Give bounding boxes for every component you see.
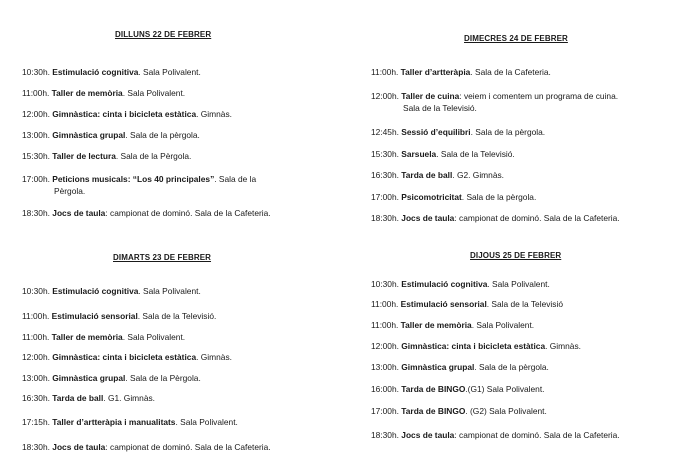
schedule-entry: 11:00h. Estimulació sensorial. Sala de la Televisió. [22, 311, 217, 321]
schedule-entry: 17:00h. Peticions musicals: “Los 40 principales”. Sala de la Pèrgola. [22, 174, 257, 196]
schedule-entry: 18:30h. Jocs de taula: campionat de dominó. Sala de la Cafeteria. [371, 430, 620, 440]
schedule-entry: 10:30h. Estimulació cognitiva. Sala Polivalent. [22, 67, 201, 77]
day-heading: DILLUNS 22 DE FEBRER [115, 30, 212, 39]
schedule-entry: 15:30h. Taller de lectura. Sala de la Pèrgola. [22, 151, 192, 161]
day-heading: DIMARTS 23 DE FEBRER [113, 253, 212, 262]
schedule-entry: 12:00h. Gimnàstica: cinta i bicicleta estàtica. Gimnàs. [22, 352, 232, 362]
schedule-entry: 17:00h. Psicomotricitat. Sala de la pèrgola. [371, 192, 537, 202]
schedule-entry: 13:00h. Gimnàstica grupal. Sala de la pèrgola. [22, 130, 200, 140]
schedule-entry: 16:30h. Tarda de ball. G1. Gimnàs. [22, 393, 155, 403]
schedule-entry: 13:00h. Gimnàstica grupal. Sala de la pèrgola. [371, 362, 549, 372]
schedule-entry: 15:30h. Sarsuela. Sala de la Televisió. [371, 149, 515, 159]
day-heading: DIMECRES 24 DE FEBRER [464, 34, 568, 43]
schedule-entry: 11:00h. Taller de memòria. Sala Polivalent. [22, 332, 186, 342]
schedule-entry: 16:30h. Tarda de ball. G2. Gimnàs. [371, 170, 504, 180]
schedule-entry: 10:30h. Estimulació cognitiva. Sala Polivalent. [371, 279, 550, 289]
schedule-entry: 16:00h. Tarda de BINGO.(G1) Sala Polivalent. [371, 384, 545, 394]
schedule-entry: 11:00h. Taller d’artteràpia. Sala de la Cafeteria. [371, 67, 551, 77]
schedule-entry: 11:00h. Taller de memòria. Sala Polivalent. [371, 320, 535, 330]
schedule-entry: 12:00h. Gimnàstica: cinta i bicicleta estàtica. Gimnàs. [371, 341, 581, 351]
schedule-entry: 11:00h. Estimulació sensorial. Sala de la Televisió [371, 299, 563, 309]
schedule-entry: 18:30h. Jocs de taula: campionat de dominó. Sala de la Cafeteria. [22, 208, 271, 218]
schedule-entry: 13:00h. Gimnàstica grupal. Sala de la Pèrgola. [22, 373, 201, 383]
schedule-entry: 17:00h. Tarda de BINGO. (G2) Sala Polivalent. [371, 406, 547, 416]
schedule-entry: 17:15h. Taller d’artteràpia i manualitats. Sala Polivalent. [22, 417, 238, 427]
schedule-entry: 11:00h. Taller de memòria. Sala Polivalent. [22, 88, 186, 98]
day-heading: DIJOUS 25 DE FEBRER [470, 251, 562, 260]
schedule-entry: 18:30h. Jocs de taula: campionat de dominó. Sala de la Cafeteria. [22, 442, 271, 452]
schedule-entry: 10:30h. Estimulació cognitiva. Sala Polivalent. [22, 286, 201, 296]
schedule-entry: 12:00h. Taller de cuina: veiem i comentem un programa de cuina. Sala de la Televisió. [371, 91, 619, 113]
schedule-entry: 12:45h. Sessió d’equilibri. Sala de la pèrgola. [371, 127, 546, 137]
schedule-entry: 18:30h. Jocs de taula: campionat de dominó. Sala de la Cafeteria. [371, 213, 620, 223]
schedule-entry: 12:00h. Gimnàstica: cinta i bicicleta estàtica. Gimnàs. [22, 109, 232, 119]
